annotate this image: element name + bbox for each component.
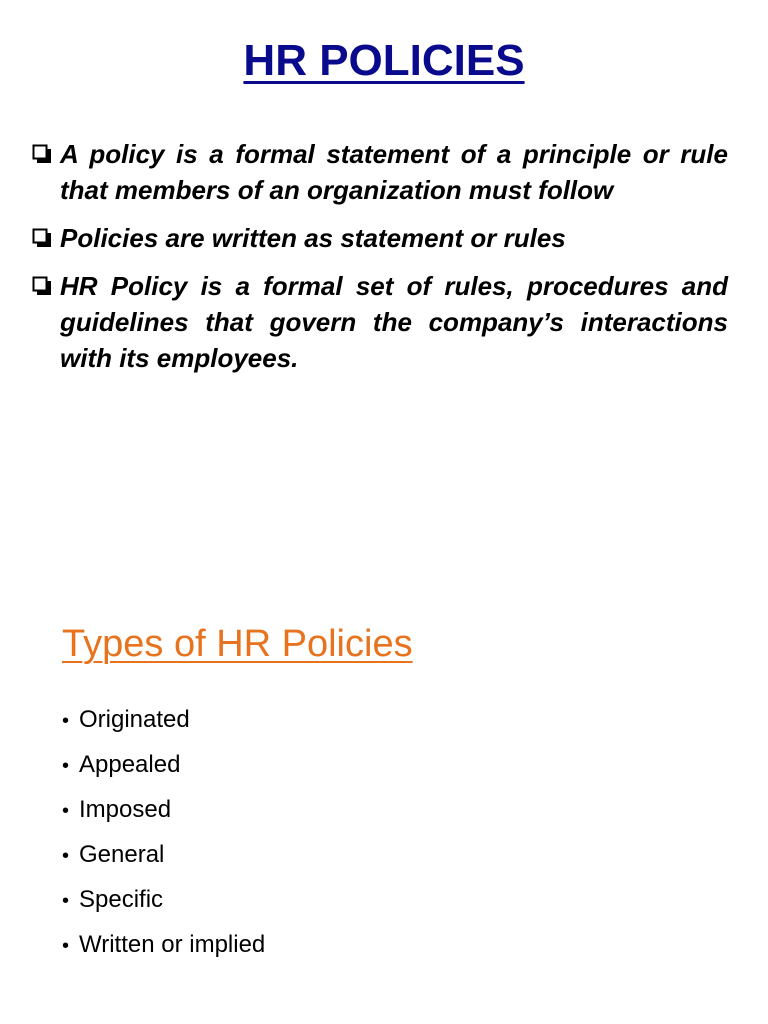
list-item — [62, 878, 265, 923]
definition-text: A policy is a formal statement of a principle or rule that members of an organization must follow — [60, 139, 728, 205]
checkbox-square-icon — [32, 276, 52, 296]
types-list — [62, 698, 265, 968]
definition-text: Policies are written as statement or rules — [60, 223, 566, 253]
page-title: HR POLICIES — [243, 36, 525, 85]
definition-text: HR Policy is a formal set of rules, procedures and guidelines that govern the company’s interactions with its employees. — [60, 271, 728, 373]
definition-item — [32, 220, 728, 256]
bullet-dot-icon: • — [62, 710, 70, 732]
definition-list — [32, 136, 728, 388]
list-item-label: Imposed — [79, 796, 172, 823]
list-item — [62, 788, 265, 833]
list-item — [62, 833, 265, 878]
list-item — [62, 698, 265, 743]
checkbox-square-icon — [32, 144, 52, 164]
list-item-label: Appealed — [79, 751, 181, 778]
bullet-dot-icon: • — [62, 800, 70, 822]
definition-item — [32, 268, 728, 376]
bullet-dot-icon: • — [62, 845, 70, 867]
bullet-dot-icon: • — [62, 890, 70, 912]
list-item — [62, 743, 265, 788]
list-item-label: Specific — [79, 886, 164, 913]
bullet-dot-icon: • — [62, 755, 70, 777]
bullet-dot-icon: • — [62, 935, 70, 957]
definition-item — [32, 136, 728, 208]
types-heading: Types of HR Policies — [62, 623, 413, 665]
list-item-label: Written or implied — [79, 931, 266, 958]
checkbox-square-icon — [32, 228, 52, 248]
list-item-label: Originated — [79, 706, 190, 733]
list-item — [62, 923, 265, 968]
list-item-label: General — [79, 841, 165, 868]
